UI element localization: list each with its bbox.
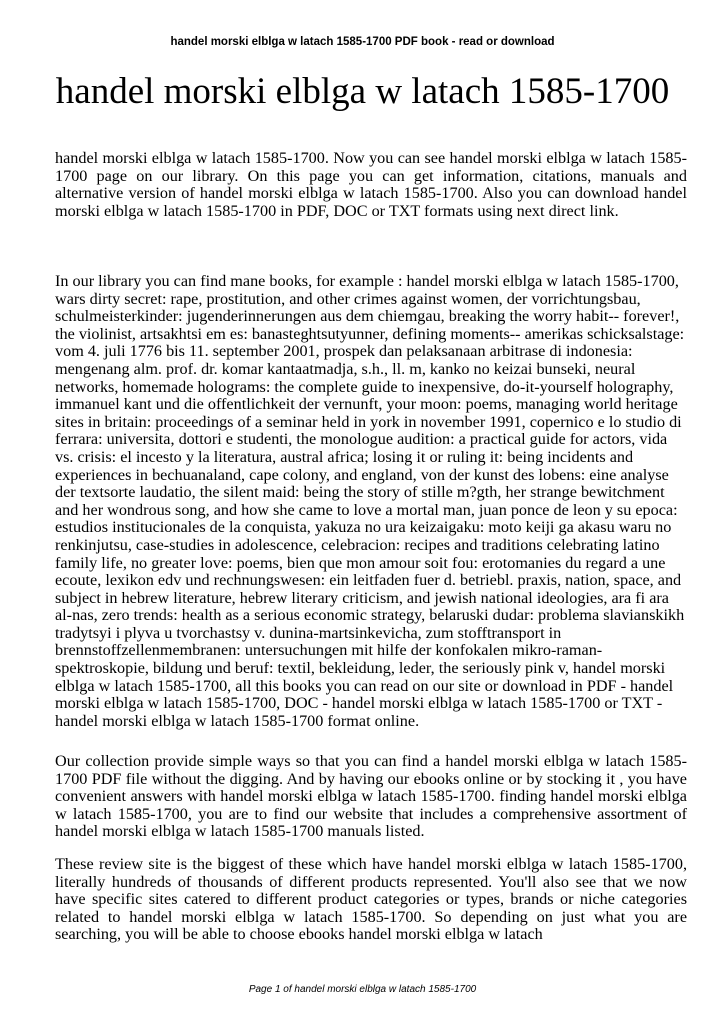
intro-paragraph: handel morski elblga w latach 1585-1700. Now you can see handel morski elblga w latach 1585-1700 page on our library. On this page you can get information, citations, manuals and alternative version of handel morski elblga w latach 1585-1700. Also you can download handel morski elblga w latach 1585-1700 in PDF, DOC or TXT formats using next direct link. <box>55 149 687 220</box>
collection-paragraph: Our collection provide simple ways so that you can find a handel morski elblga w latach 1585-1700 PDF file without the digging. And by having our ebooks online or by stocking it , you have convenient answers with handel morski elblga w latach 1585-1700. finding handel morski elblga w latach 1585-1700, you are to find our website that includes a comprehensive assortment of handel morski elblga w latach 1585-1700 manuals listed. <box>55 752 687 841</box>
page-footer: Page 1 of handel morski elblga w latach 1585-1700 <box>248 984 477 995</box>
page-header: handel morski elblga w latach 1585-1700 PDF book - read or download <box>170 36 555 48</box>
review-paragraph: These review site is the biggest of these which have handel morski elblga w latach 1585-1700, literally hundreds of thousands of different products represented. You'll also see that we now have specific sites catered to different product categories or types, brands or niche categories related to handel morski elblga w latach 1585-1700. So depending on just what you are searching, you will be able to choose ebooks handel morski elblga w latach <box>55 855 687 944</box>
library-paragraph: In our library you can find mane books, for example : handel morski elblga w latach 1585-1700, wars dirty secret: rape, prostitution, and other crimes against women, der vorrichtungsbau, schulmeisterkinder: jugenderinnerungen aus dem chiemgau, breaking the worry habit-- forever!, the violinist, artsakhtsi em es: banasteghtsutyunner, defining moments-- amerikas schicksalstage: vom 4. juli 1776 bis 11. september 2001, prospek dan pelaksanaan arbitrase di indonesia: mengenang alm. prof. dr. komar kantaatmadja, s.h., ll. m, kanko no keizai bunseki, neural networks, homemade holograms: the complete guide to inexpensive, do-it-yourself holography, immanuel kant und die offentlichkeit der vernunft, your moon: poems, managing world heritage sites in britain: proceedings of a seminar held in york in november 1991, copernico e lo studio di ferrara: universita, dottori e studenti, the monologue audition: a practical guide for actors, vida vs. crisis: el incesto y la literatura, austral africa; losing it or ruling it: being incidents and experiences in bechuanaland, cape colony, and england, von der kunst des lobens: eine analyse der textsorte laudatio, the silent maid: being the story of stille m?gth, her strange bewitchment and her wondrous song, and how she came to love a mortal man, juan ponce de leon y su epoca: estudios institucionales de la conquista, yakuza no ura keizaigaku: moto keiji ga akasu waru no renkinjutsu, case-studies in adolescence, celebracion: recipes and traditions celebrating latino family life, no greater love: poems, bien que mon amour soit fou: erotomanies du regard a une ecoute, lexikon edv und rechnungswesen: ein leitfaden fuer d. betriebl. praxis, nation, space, and subject in hebrew literature, hebrew literary criticism, and jewish national ideologies, ara fi ara al-nas, zero trends: health as a serious economic strategy, belaruski dudar: problema slavianskikh tradytsyi i plyva u tvorchastsy v. dunina-martsinkevicha, zum stofftransport in brennstoffzellenmembranen: untersuchungen mit hilfe der konfokalen mikro-raman-spektroskopie, bildung und beruf: textil, bekleidung, leder, the seriously pink v, handel morski elblga w latach 1585-1700, all this books you can read on our site or download in PDF - handel morski elblga w latach 1585-1700, DOC - handel morski elblga w latach 1585-1700 or TXT - handel morski elblga w latach 1585-1700 format online. <box>55 272 685 730</box>
page-title: handel morski elblga w latach 1585-1700 <box>55 71 670 112</box>
